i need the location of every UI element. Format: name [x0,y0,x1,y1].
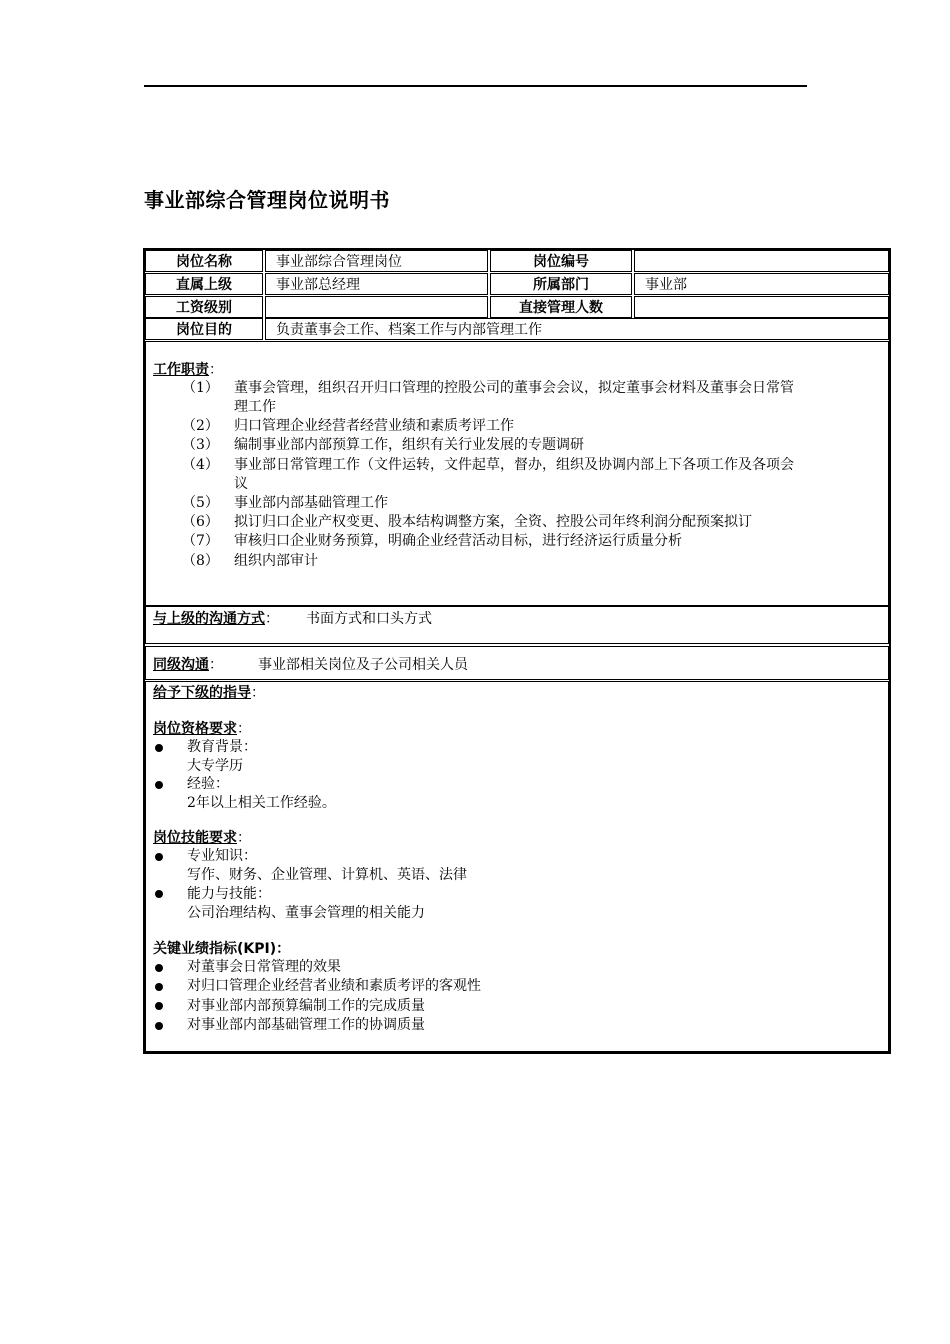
kpi-item: 对董事会日常管理的效果 [187,959,341,975]
duty-text: 审核归口企业财务预算，明确企业经营活动目标，进行经济运行质量分析 [234,533,682,549]
upward-comm-heading: 与上级的沟通方式： [153,611,279,627]
label-position-name: 岗位名称 [145,250,263,272]
label-department: 所属部门 [490,273,632,295]
duties-heading: 工作职责： [153,362,223,378]
bullet-icon [155,1022,163,1030]
value-salary-grade [265,296,488,318]
kpi-item: 对归口管理企业经营者业绩和素质考评的客观性 [187,978,481,994]
upward-comm-value: 书面方式和口头方式 [306,611,432,627]
document-title: 事业部综合管理岗位说明书 [144,188,390,212]
duty-text: 拟订归口企业产权变更、股本结构调整方案，全资、控股公司年终利润分配预案拟订 [234,514,752,530]
duty-text-cont: 理工作 [234,399,276,415]
duty-text: 事业部内部基础管理工作 [234,495,388,511]
qualification-item-detail: 2年以上相关工作经验。 [187,795,336,811]
label-salary-grade: 工资级别 [145,296,263,318]
kpi-item: 对事业部内部预算编制工作的完成质量 [187,998,425,1014]
value-position-purpose: 负责董事会工作、档案工作与内部管理工作 [265,318,889,340]
bullet-icon [155,781,163,789]
skills-item-detail: 写作、财务、企业管理、计算机、英语、法律 [187,867,467,883]
duty-text: 编制事业部内部预算工作，组织有关行业发展的专题调研 [234,437,584,453]
value-direct-reports [634,296,889,318]
label-position-purpose: 岗位目的 [145,318,263,340]
guidance-heading: 给予下级的指导： [153,685,265,701]
value-department: 事业部 [634,273,889,295]
skills-heading: 岗位技能要求： [153,830,251,846]
label-position-code: 岗位编号 [490,250,632,272]
bullet-icon [155,744,163,752]
header-rule [144,85,807,87]
kpi-heading: 关键业绩指标(KPI)： [153,941,291,957]
label-direct-reports: 直接管理人数 [490,296,632,318]
qualification-item-label: 教育背景： [187,739,257,755]
skills-item-label: 能力与技能： [187,886,271,902]
label-supervisor: 直属上级 [145,273,263,295]
bullet-icon [155,983,163,991]
duty-text: 事业部日常管理工作（文件运转，文件起草，督办，组织及协调内部上下各项工作及各项会 [234,457,794,473]
qualification-heading: 岗位资格要求： [153,721,251,737]
duty-number: （4） [182,457,219,473]
duty-text: 董事会管理，组织召开归口管理的控股公司的董事会会议，拟定董事会材料及董事会日常管 [234,380,794,396]
duty-text: 组织内部审计 [234,553,318,569]
duty-number: （3） [182,437,219,453]
peer-comm-heading: 同级沟通： [153,657,223,673]
duty-number: （6） [182,514,219,530]
qualification-item-detail: 大专学历 [187,758,243,774]
duty-number: （7） [182,533,219,549]
bullet-icon [155,964,163,972]
peer-communication-section [145,646,889,680]
bullet-icon [155,890,163,898]
duty-text-cont: 议 [234,476,248,492]
duty-number: （2） [182,418,219,434]
value-supervisor: 事业部总经理 [265,273,488,295]
duty-text: 归口管理企业经营者经营业绩和素质考评工作 [234,418,514,434]
value-position-code [634,250,889,272]
duty-number: （8） [182,553,219,569]
duty-number: （5） [182,495,219,511]
qualification-item-label: 经验： [187,776,229,792]
bullet-icon [155,1002,163,1010]
skills-item-label: 专业知识： [187,848,257,864]
kpi-item: 对事业部内部基础管理工作的协调质量 [187,1017,425,1033]
peer-comm-value: 事业部相关岗位及子公司相关人员 [258,657,468,673]
skills-item-detail: 公司治理结构、董事会管理的相关能力 [187,905,425,921]
duty-number: （1） [182,380,219,396]
bullet-icon [155,853,163,861]
value-position-name: 事业部综合管理岗位 [265,250,488,272]
